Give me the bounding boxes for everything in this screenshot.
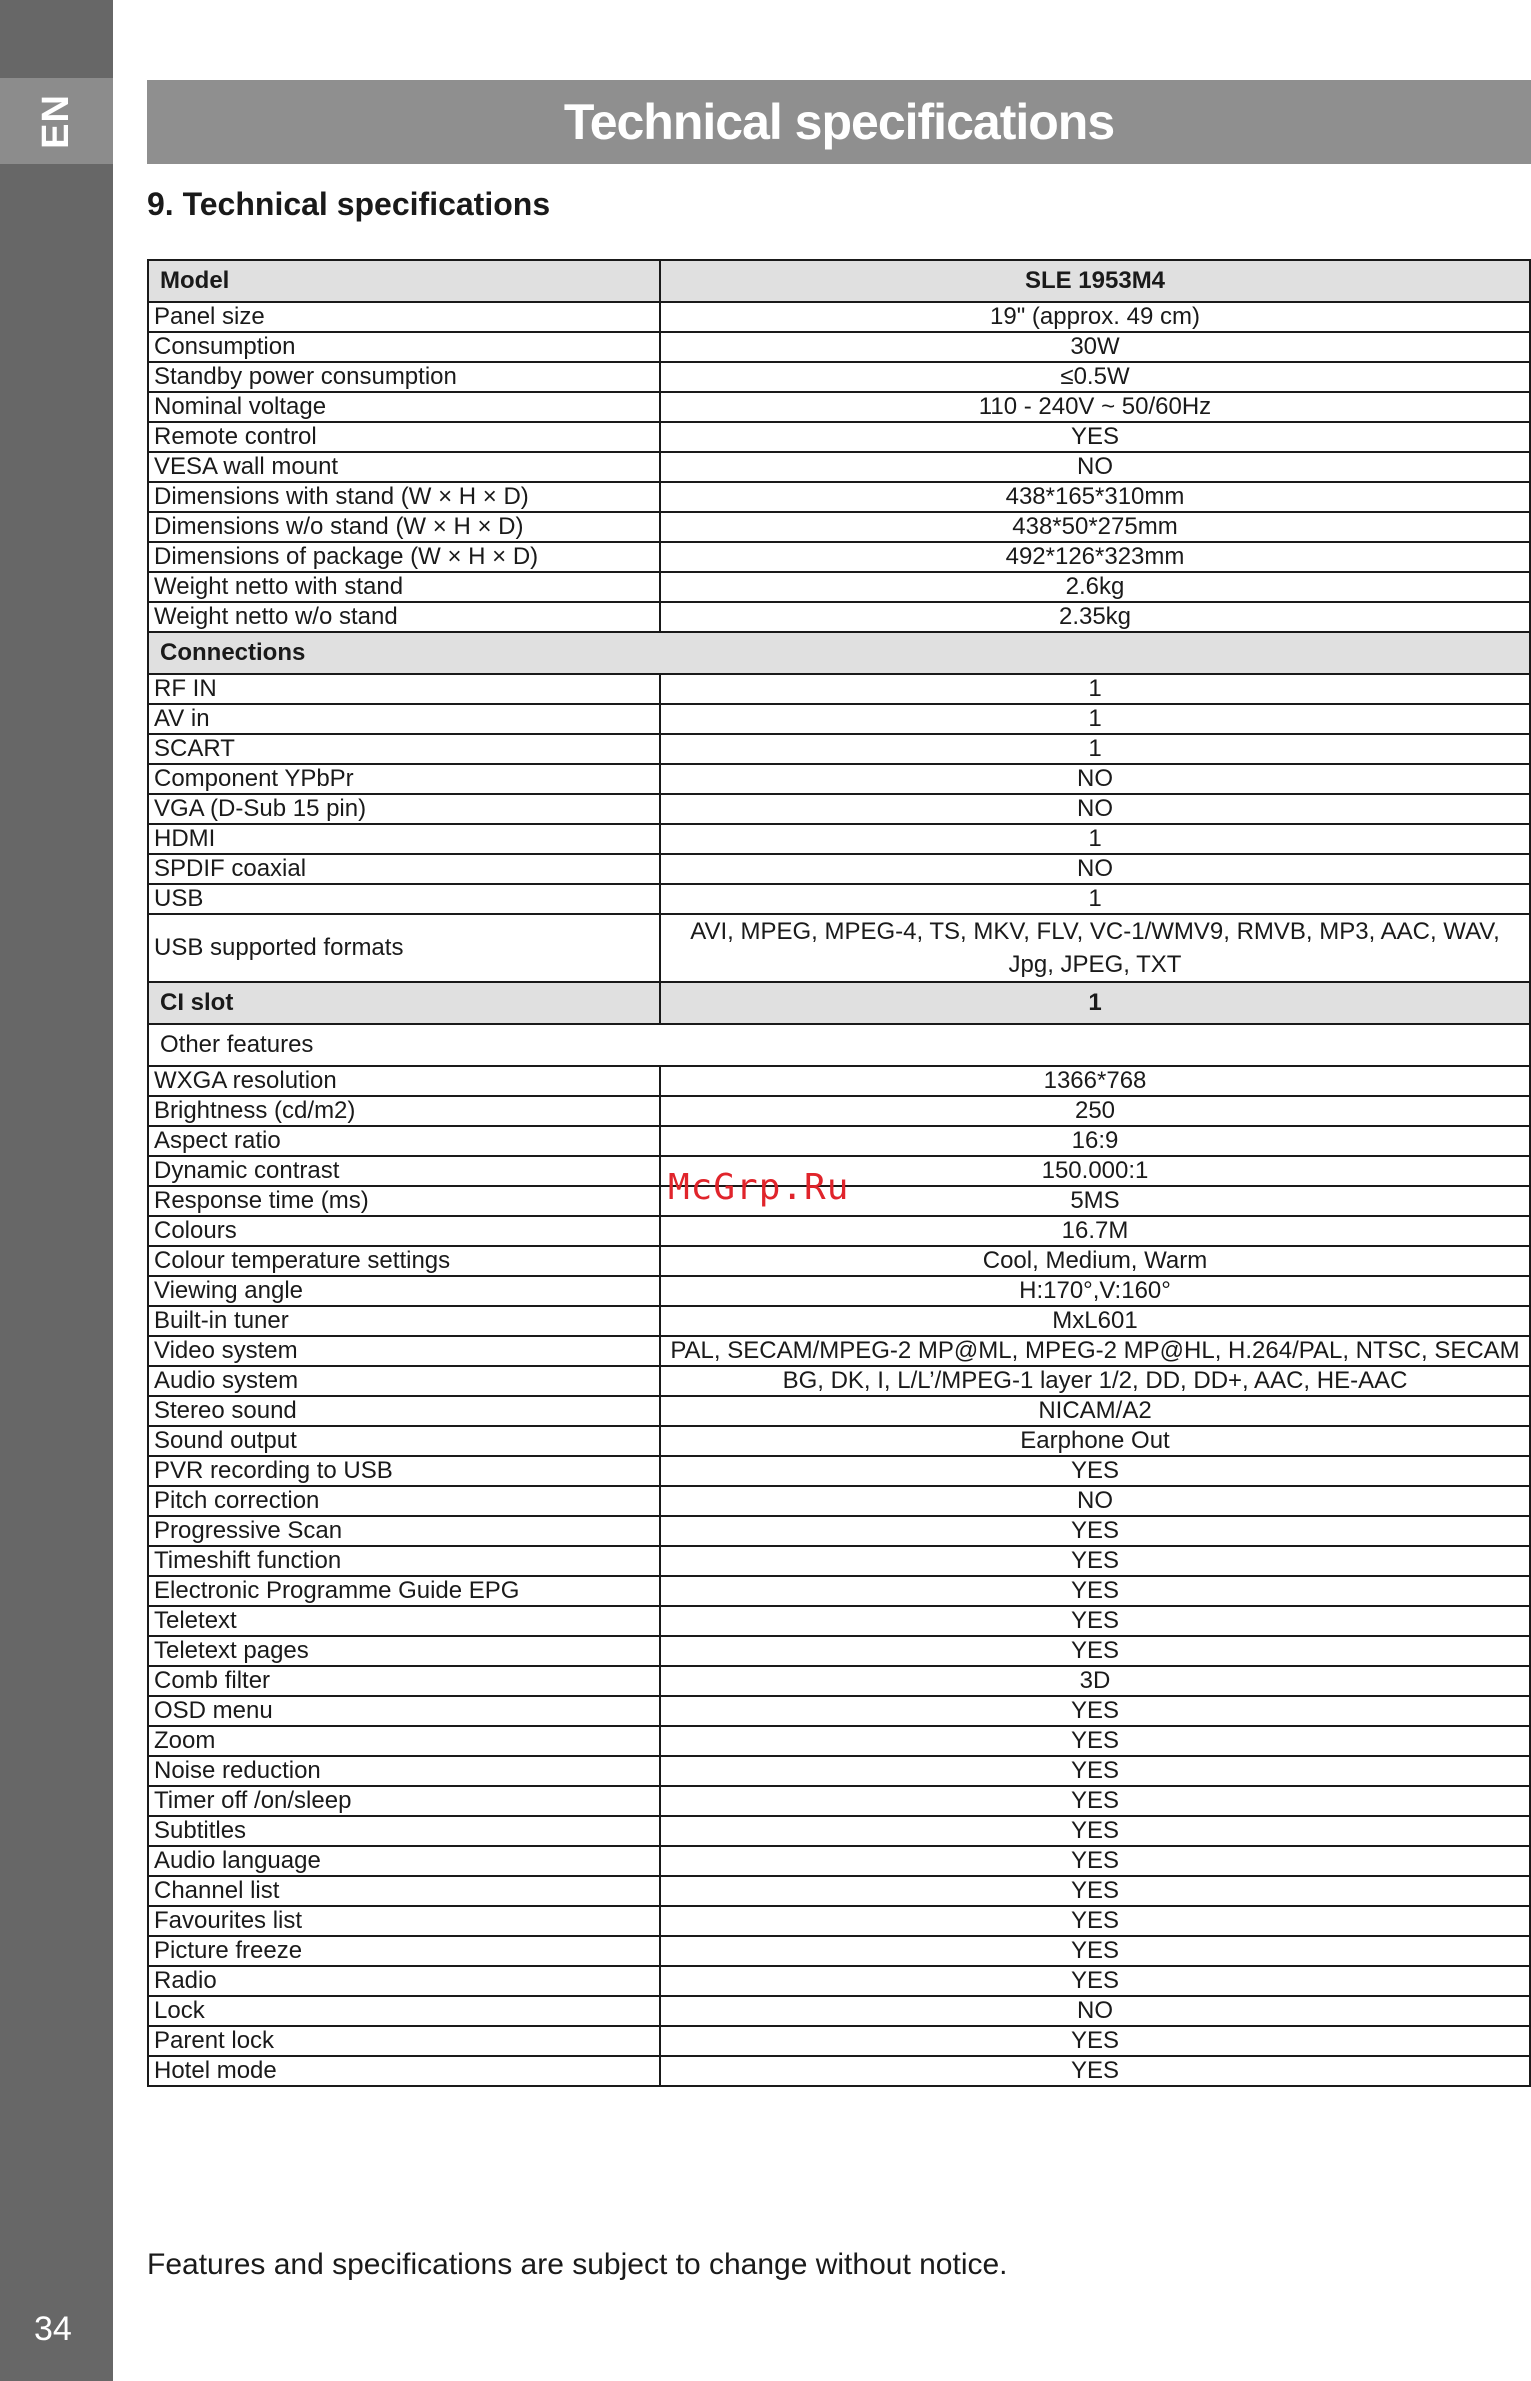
spec-value: NICAM/A2 [660,1396,1530,1426]
spec-value: YES [660,1696,1530,1726]
spec-label: Favourites list [148,1906,660,1936]
spec-label: Standby power consumption [148,362,660,392]
spec-label: Model [148,260,660,302]
table-row [148,1336,1530,1366]
spec-value: 438*165*310mm [660,482,1530,512]
spec-value: 438*50*275mm [660,512,1530,542]
spec-value: BG, DK, I, L/L’/MPEG-1 layer 1/2, DD, DD+, AAC, HE-AAC [660,1366,1530,1396]
table-row [148,332,1530,362]
spec-value: 1 [660,704,1530,734]
language-label: EN [34,93,77,149]
spec-label: Radio [148,1966,660,1996]
table-row [148,1426,1530,1456]
table-row [148,824,1530,854]
spec-label: Video system [148,1336,660,1366]
table-row [148,512,1530,542]
spec-value: YES [660,1456,1530,1486]
table-row [148,854,1530,884]
spec-label: HDMI [148,824,660,854]
spec-label: RF IN [148,674,660,704]
page-number: 34 [34,2310,72,2348]
spec-value: 16.7M [660,1216,1530,1246]
table-row [148,1936,1530,1966]
spec-label: Electronic Programme Guide EPG [148,1576,660,1606]
table-row [148,260,1530,302]
spec-value: YES [660,1546,1530,1576]
table-row [148,794,1530,824]
spec-label: Weight netto w/o stand [148,602,660,632]
spec-value: 19" (approx. 49 cm) [660,302,1530,332]
spec-value: Earphone Out [660,1426,1530,1456]
table-row [148,1546,1530,1576]
table-row [148,362,1530,392]
spec-value: NO [660,854,1530,884]
spec-label: Sound output [148,1426,660,1456]
spec-value: YES [660,1816,1530,1846]
table-row [148,982,1530,1024]
spec-value: 1 [660,824,1530,854]
table-row [148,1456,1530,1486]
spec-value: Cool, Medium, Warm [660,1246,1530,1276]
spec-value: AVI, MPEG, MPEG-4, TS, MKV, FLV, VC-1/WMV9, RMVB, MP3, AAC, WAV, Jpg, JPEG, TXT [660,914,1530,982]
table-row [148,2056,1530,2086]
spec-value: YES [660,1606,1530,1636]
spec-label: Audio system [148,1366,660,1396]
spec-label: Other features [148,1024,1530,1066]
spec-value: NO [660,1486,1530,1516]
spec-value: H:170°,V:160° [660,1276,1530,1306]
spec-label: Audio language [148,1846,660,1876]
spec-value: NO [660,764,1530,794]
table-row [148,542,1530,572]
spec-label: Hotel mode [148,2056,660,2086]
table-row [148,1096,1530,1126]
spec-label: VESA wall mount [148,452,660,482]
spec-label: Progressive Scan [148,1516,660,1546]
watermark: McGrp.Ru [668,1167,850,1208]
spec-label: PVR recording to USB [148,1456,660,1486]
spec-label: Channel list [148,1876,660,1906]
table-row [148,1636,1530,1666]
spec-label: WXGA resolution [148,1066,660,1096]
table-row [148,1816,1530,1846]
spec-value: 30W [660,332,1530,362]
spec-value: 5MS [660,1186,1530,1216]
spec-value: 1 [660,734,1530,764]
spec-value: 110 - 240V ~ 50/60Hz [660,392,1530,422]
spec-label: USB [148,884,660,914]
table-row [148,674,1530,704]
table-row [148,422,1530,452]
spec-value: 16:9 [660,1126,1530,1156]
spec-value: YES [660,1636,1530,1666]
spec-value: 250 [660,1096,1530,1126]
spec-label: AV in [148,704,660,734]
spec-label: Stereo sound [148,1396,660,1426]
spec-label: Timeshift function [148,1546,660,1576]
table-row [148,602,1530,632]
spec-label: Dimensions with stand (W × H × D) [148,482,660,512]
spec-value: 1 [660,884,1530,914]
table-row [148,392,1530,422]
table-row [148,1906,1530,1936]
table-row [148,1066,1530,1096]
spec-value: NO [660,452,1530,482]
spec-label: Brightness (cd/m2) [148,1096,660,1126]
spec-label: Picture freeze [148,1936,660,1966]
spec-value: YES [660,422,1530,452]
table-row [148,1024,1530,1066]
spec-value: 2.35kg [660,602,1530,632]
spec-label: Dynamic contrast [148,1156,660,1186]
spec-label: Colours [148,1216,660,1246]
spec-value: 150.000:1 [660,1156,1530,1186]
spec-value: 3D [660,1666,1530,1696]
table-row [148,704,1530,734]
spec-label: VGA (D-Sub 15 pin) [148,794,660,824]
spec-label: Dimensions of package (W × H × D) [148,542,660,572]
spec-label: Timer off /on/sleep [148,1786,660,1816]
spec-value: MxL601 [660,1306,1530,1336]
spec-value: 2.6kg [660,572,1530,602]
table-row [148,2026,1530,2056]
spec-value: YES [660,2026,1530,2056]
spec-label: Consumption [148,332,660,362]
table-row [148,302,1530,332]
spec-value: YES [660,1846,1530,1876]
section-heading: 9. Technical specifications [147,186,551,222]
spec-value: YES [660,1756,1530,1786]
table-row [148,1246,1530,1276]
table-row [148,1666,1530,1696]
spec-label: Subtitles [148,1816,660,1846]
spec-label: Component YPbPr [148,764,660,794]
spec-label: Viewing angle [148,1276,660,1306]
table-row [148,1576,1530,1606]
spec-value: YES [660,1516,1530,1546]
spec-label: Response time (ms) [148,1186,660,1216]
table-row [148,1396,1530,1426]
spec-label: Teletext pages [148,1636,660,1666]
table-row [148,1516,1530,1546]
spec-value: YES [660,1726,1530,1756]
table-row [148,1276,1530,1306]
table-row [148,452,1530,482]
spec-value: YES [660,1936,1530,1966]
table-row [148,1966,1530,1996]
spec-value: 1 [660,674,1530,704]
header-title: Technical specifications [563,94,1115,150]
table-row [148,1606,1530,1636]
spec-value: 492*126*323mm [660,542,1530,572]
spec-value: YES [660,2056,1530,2086]
spec-value: 1 [660,982,1530,1024]
spec-label: Weight netto with stand [148,572,660,602]
table-row [148,1786,1530,1816]
table-row [148,914,1530,982]
spec-label: Teletext [148,1606,660,1636]
spec-label: SCART [148,734,660,764]
spec-label: Aspect ratio [148,1126,660,1156]
spec-value: NO [660,1996,1530,2026]
table-row [148,1876,1530,1906]
spec-value: YES [660,1906,1530,1936]
table-row [148,764,1530,794]
spec-value: YES [660,1786,1530,1816]
table-row [148,734,1530,764]
spec-label: OSD menu [148,1696,660,1726]
table-row [148,572,1530,602]
spec-label: Parent lock [148,2026,660,2056]
spec-value: 1366*768 [660,1066,1530,1096]
spec-value: YES [660,1966,1530,1996]
spec-label: SPDIF coaxial [148,854,660,884]
spec-value: SLE 1953M4 [660,260,1530,302]
table-row [148,632,1530,674]
table-row [148,1366,1530,1396]
spec-label: Lock [148,1996,660,2026]
spec-value: ≤0.5W [660,362,1530,392]
table-row [148,1756,1530,1786]
footer-note: Features and specifications are subject to change without notice. [147,2248,1008,2281]
header-bar [147,80,1531,164]
language-tab [0,78,113,164]
spec-label: Panel size [148,302,660,332]
spec-label: Dimensions w/o stand (W × H × D) [148,512,660,542]
spec-value: NO [660,794,1530,824]
spec-label: Built-in tuner [148,1306,660,1336]
table-row [148,482,1530,512]
spec-label: Nominal voltage [148,392,660,422]
spec-label: Comb filter [148,1666,660,1696]
table-row [148,1996,1530,2026]
spec-label: Noise reduction [148,1756,660,1786]
spec-value: YES [660,1876,1530,1906]
table-row [148,1126,1530,1156]
spec-label: Colour temperature settings [148,1246,660,1276]
spec-label: Pitch correction [148,1486,660,1516]
table-row [148,1696,1530,1726]
table-row [148,1306,1530,1336]
table-row [148,1216,1530,1246]
spec-label: Connections [148,632,1530,674]
spec-value: PAL, SECAM/MPEG-2 MP@ML, MPEG-2 MP@HL, H.264/PAL, NTSC, SECAM [660,1336,1530,1366]
spec-label: USB supported formats [148,914,660,982]
table-row [148,1486,1530,1516]
table-row [148,1846,1530,1876]
spec-label: Zoom [148,1726,660,1756]
table-row [148,884,1530,914]
spec-label: CI slot [148,982,660,1024]
table-row [148,1726,1530,1756]
spec-value: YES [660,1576,1530,1606]
sidebar [0,0,113,2381]
spec-label: Remote control [148,422,660,452]
